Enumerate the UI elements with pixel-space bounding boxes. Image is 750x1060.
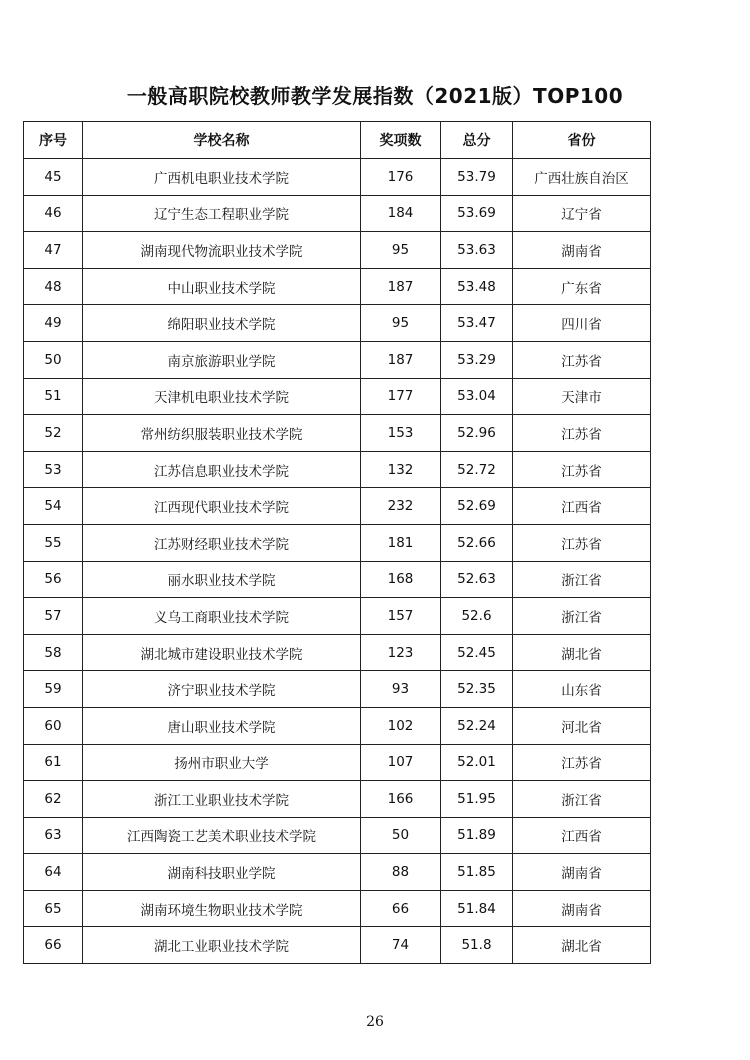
award-count-cell: 181: [361, 524, 441, 561]
total-score-cell: 51.95: [441, 781, 513, 818]
rank-cell: 47: [24, 232, 83, 269]
province-cell: 湖南省: [513, 854, 651, 891]
total-score-cell: 52.72: [441, 451, 513, 488]
school-name-cell: 江西现代职业技术学院: [83, 488, 361, 525]
rank-cell: 65: [24, 890, 83, 927]
table-row: [24, 341, 651, 378]
rank-cell: 52: [24, 415, 83, 452]
table-row: [24, 524, 651, 561]
rank-cell: 53: [24, 451, 83, 488]
rank-cell: 66: [24, 927, 83, 964]
school-name-cell: 义乌工商职业技术学院: [83, 598, 361, 635]
award-count-cell: 168: [361, 561, 441, 598]
school-name-cell: 丽水职业技术学院: [83, 561, 361, 598]
table-row: [24, 268, 651, 305]
rank-cell: 50: [24, 341, 83, 378]
table-header-row: [24, 122, 651, 159]
province-cell: 江西省: [513, 488, 651, 525]
total-score-cell: 51.84: [441, 890, 513, 927]
total-score-cell: 53.79: [441, 159, 513, 196]
school-name-cell: 中山职业技术学院: [83, 268, 361, 305]
school-name-cell: 绵阳职业技术学院: [83, 305, 361, 342]
award-count-cell: 74: [361, 927, 441, 964]
total-score-cell: 51.85: [441, 854, 513, 891]
table-row: [24, 671, 651, 708]
province-cell: 浙江省: [513, 781, 651, 818]
province-cell: 浙江省: [513, 598, 651, 635]
rank-cell: 48: [24, 268, 83, 305]
school-name-cell: 南京旅游职业学院: [83, 341, 361, 378]
table-row: [24, 817, 651, 854]
province-cell: 山东省: [513, 671, 651, 708]
table-row: [24, 195, 651, 232]
total-score-cell: 52.24: [441, 707, 513, 744]
province-cell: 四川省: [513, 305, 651, 342]
total-score-cell: 52.01: [441, 744, 513, 781]
province-cell: 江西省: [513, 817, 651, 854]
province-cell: 江苏省: [513, 341, 651, 378]
table-row: [24, 451, 651, 488]
rank-cell: 60: [24, 707, 83, 744]
province-cell: 湖南省: [513, 232, 651, 269]
table-row: [24, 634, 651, 671]
total-score-cell: 53.63: [441, 232, 513, 269]
province-cell: 江苏省: [513, 415, 651, 452]
rank-cell: 51: [24, 378, 83, 415]
province-cell: 辽宁省: [513, 195, 651, 232]
table-row: [24, 415, 651, 452]
total-score-cell: 53.48: [441, 268, 513, 305]
table-row: [24, 927, 651, 964]
school-name-cell: 湖北城市建设职业技术学院: [83, 634, 361, 671]
school-name-cell: 湖北工业职业技术学院: [83, 927, 361, 964]
award-count-cell: 176: [361, 159, 441, 196]
table-row: [24, 707, 651, 744]
rank-cell: 49: [24, 305, 83, 342]
header-rank: 序号: [24, 122, 83, 159]
award-count-cell: 93: [361, 671, 441, 708]
header-province: 省份: [513, 122, 651, 159]
award-count-cell: 95: [361, 305, 441, 342]
table-row: [24, 561, 651, 598]
rank-cell: 58: [24, 634, 83, 671]
page-title: 一般高职院校教师教学发展指数（2021版）TOP100: [126, 84, 624, 108]
table-row: [24, 159, 651, 196]
header-award-count: 奖项数: [361, 122, 441, 159]
school-name-cell: 浙江工业职业技术学院: [83, 781, 361, 818]
header-school-name: 学校名称: [83, 122, 361, 159]
province-cell: 湖北省: [513, 634, 651, 671]
table-row: [24, 598, 651, 635]
award-count-cell: 177: [361, 378, 441, 415]
total-score-cell: 51.89: [441, 817, 513, 854]
rank-cell: 63: [24, 817, 83, 854]
total-score-cell: 52.35: [441, 671, 513, 708]
school-name-cell: 唐山职业技术学院: [83, 707, 361, 744]
table-row: [24, 232, 651, 269]
province-cell: 湖北省: [513, 927, 651, 964]
award-count-cell: 132: [361, 451, 441, 488]
rank-cell: 55: [24, 524, 83, 561]
school-name-cell: 江苏信息职业技术学院: [83, 451, 361, 488]
province-cell: 广西壮族自治区: [513, 159, 651, 196]
total-score-cell: 52.63: [441, 561, 513, 598]
province-cell: 江苏省: [513, 451, 651, 488]
rank-cell: 45: [24, 159, 83, 196]
rank-cell: 56: [24, 561, 83, 598]
table-row: [24, 890, 651, 927]
province-cell: 浙江省: [513, 561, 651, 598]
total-score-cell: 51.8: [441, 927, 513, 964]
table-row: [24, 305, 651, 342]
table-row: [24, 744, 651, 781]
total-score-cell: 53.69: [441, 195, 513, 232]
total-score-cell: 52.69: [441, 488, 513, 525]
table-row: [24, 781, 651, 818]
province-cell: 江苏省: [513, 524, 651, 561]
province-cell: 天津市: [513, 378, 651, 415]
award-count-cell: 123: [361, 634, 441, 671]
award-count-cell: 166: [361, 781, 441, 818]
award-count-cell: 102: [361, 707, 441, 744]
school-name-cell: 江苏财经职业技术学院: [83, 524, 361, 561]
province-cell: 江苏省: [513, 744, 651, 781]
school-name-cell: 湖南环境生物职业技术学院: [83, 890, 361, 927]
rank-cell: 61: [24, 744, 83, 781]
total-score-cell: 53.47: [441, 305, 513, 342]
total-score-cell: 53.29: [441, 341, 513, 378]
award-count-cell: 107: [361, 744, 441, 781]
rank-cell: 46: [24, 195, 83, 232]
school-name-cell: 湖南现代物流职业技术学院: [83, 232, 361, 269]
school-name-cell: 天津机电职业技术学院: [83, 378, 361, 415]
header-total-score: 总分: [441, 122, 513, 159]
ranking-table: [23, 121, 651, 964]
rank-cell: 54: [24, 488, 83, 525]
school-name-cell: 济宁职业技术学院: [83, 671, 361, 708]
award-count-cell: 184: [361, 195, 441, 232]
school-name-cell: 常州纺织服装职业技术学院: [83, 415, 361, 452]
school-name-cell: 湖南科技职业学院: [83, 854, 361, 891]
rank-cell: 59: [24, 671, 83, 708]
rank-cell: 64: [24, 854, 83, 891]
total-score-cell: 52.45: [441, 634, 513, 671]
rank-cell: 62: [24, 781, 83, 818]
province-cell: 湖南省: [513, 890, 651, 927]
province-cell: 河北省: [513, 707, 651, 744]
total-score-cell: 52.96: [441, 415, 513, 452]
award-count-cell: 88: [361, 854, 441, 891]
award-count-cell: 187: [361, 341, 441, 378]
school-name-cell: 辽宁生态工程职业学院: [83, 195, 361, 232]
award-count-cell: 66: [361, 890, 441, 927]
total-score-cell: 52.6: [441, 598, 513, 635]
province-cell: 广东省: [513, 268, 651, 305]
rank-cell: 57: [24, 598, 83, 635]
award-count-cell: 95: [361, 232, 441, 269]
award-count-cell: 153: [361, 415, 441, 452]
award-count-cell: 157: [361, 598, 441, 635]
total-score-cell: 53.04: [441, 378, 513, 415]
school-name-cell: 广西机电职业技术学院: [83, 159, 361, 196]
award-count-cell: 187: [361, 268, 441, 305]
award-count-cell: 50: [361, 817, 441, 854]
table-row: [24, 378, 651, 415]
page-number: 26: [366, 1014, 384, 1030]
school-name-cell: 扬州市职业大学: [83, 744, 361, 781]
award-count-cell: 232: [361, 488, 441, 525]
school-name-cell: 江西陶瓷工艺美术职业技术学院: [83, 817, 361, 854]
table-row: [24, 488, 651, 525]
total-score-cell: 52.66: [441, 524, 513, 561]
table-row: [24, 854, 651, 891]
